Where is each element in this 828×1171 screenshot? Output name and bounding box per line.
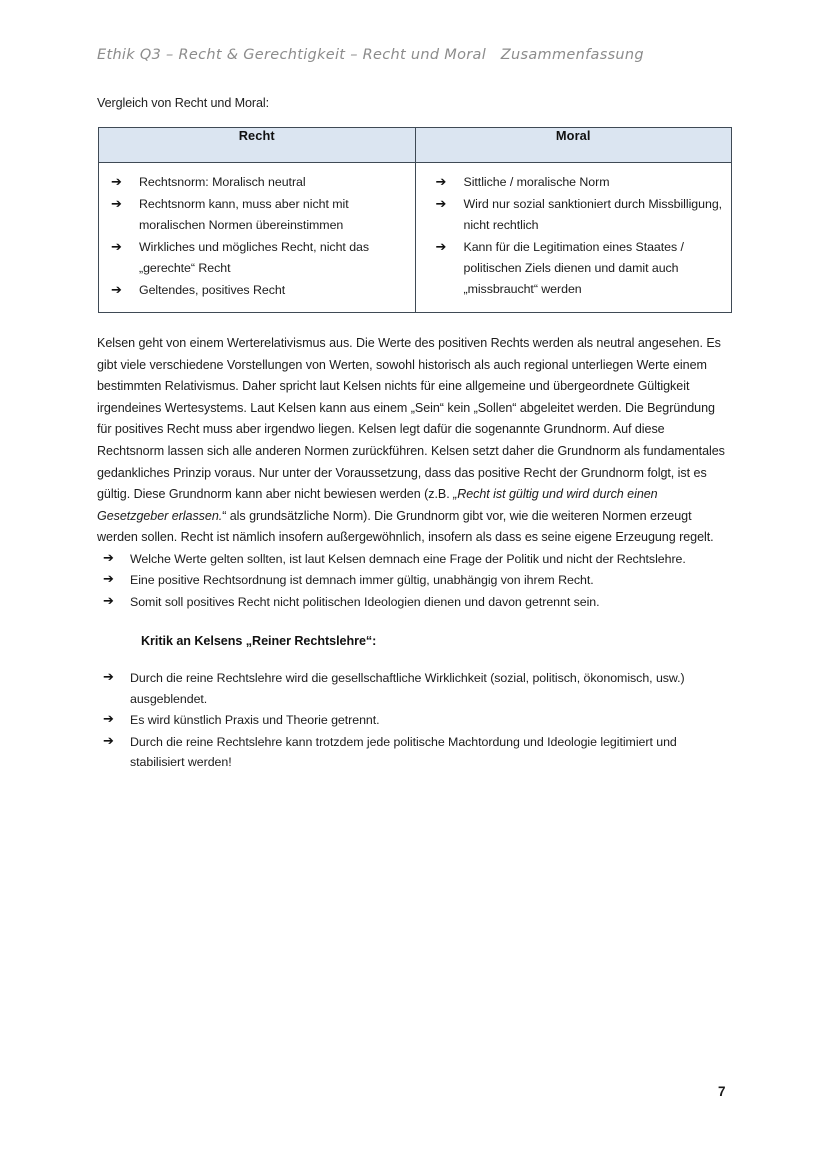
cell-recht: [99, 163, 416, 313]
list-item-text: Wirkliches und mögliches Recht, nicht das „gerechte“ Recht: [139, 240, 370, 275]
list-item-text: Durch die reine Rechtslehre kann trotzdem jede politische Machtordung und Ideologie legitimiert und stabilisiert werden!: [130, 734, 677, 770]
arrow-bullet-icon: ➔: [435, 175, 447, 190]
list-item: [109, 194, 407, 236]
list-item: [97, 549, 733, 570]
comparison-table: [98, 127, 732, 313]
arrow-bullet-icon: ➔: [111, 283, 122, 298]
paragraph-part-1: Kelsen geht von einem Werterelativismus aus. Die Werte des positiven Rechts werden als neutral angesehen. Es gibt viele verschiedene Vorstellungen von Werten, sowohl historisch als auch regional unterliegen Werte einem bestimmten Relativismus. Daher spricht laut Kelsen nichts für eine allgemeine und übergeordnete Gültigkeit irgendeines Wertesystems. Laut Kelsen kann aus einem „Sein“ kein „Sollen“ abgeleitet werden. Die Begründung für positives Recht muss aber irgendwo liegen. Kelsen legt dafür die sogenannte Grundnorm. Auf diese Rechtsnorm lassen sich alle anderen Normen zurückführen. Kelsen setzt daher die Grundnorm als fundamentales gedankliches Prinzip voraus. Nur unter der Voraussetzung, dass das positive Recht der Grundnorm folgt, ist es gültig. Diese Grundnorm kann aber nicht bewiesen werden (z.B.: [97, 336, 725, 502]
arrow-bullet-icon: ➔: [103, 670, 114, 686]
critique-heading: Kritik an Kelsens „Reiner Rechtslehre“:: [141, 634, 377, 649]
arrow-bullet-icon: ➔: [111, 175, 122, 190]
list-item: [97, 710, 733, 731]
arrow-bullet-icon: ➔: [435, 240, 447, 255]
conclusions-list: [97, 549, 733, 613]
list-item-text: Geltendes, positives Recht: [139, 283, 286, 297]
list-item-text: Rechtsnorm: Moralisch neutral: [139, 175, 306, 189]
list-item: [97, 592, 733, 613]
table-row: [99, 163, 732, 313]
column-header-recht: Recht: [99, 128, 416, 163]
kelsen-paragraph: [97, 333, 725, 549]
list-item: [109, 172, 407, 193]
arrow-bullet-icon: ➔: [111, 197, 122, 212]
recht-list: [109, 172, 407, 301]
list-item-text: Kann für die Legitimation eines Staates / politischen Ziels dienen und damit auch „missbraucht“ werden: [463, 240, 684, 296]
list-item: [97, 668, 733, 709]
arrow-bullet-icon: ➔: [103, 550, 114, 566]
list-item: [434, 194, 724, 236]
list-item: [109, 280, 407, 301]
arrow-bullet-icon: ➔: [103, 733, 114, 749]
table-header-row: [99, 128, 732, 163]
comparison-table-body: [99, 163, 732, 313]
page-number: 7: [718, 1084, 726, 1099]
moral-list: [434, 172, 724, 300]
list-item: [97, 732, 733, 773]
arrow-bullet-icon: ➔: [111, 240, 122, 255]
list-item: [434, 237, 724, 300]
list-item-text: Sittliche / moralische Norm: [463, 175, 610, 189]
section-intro-line: Vergleich von Recht und Moral:: [97, 96, 270, 110]
list-item: [109, 237, 407, 279]
arrow-bullet-icon: ➔: [103, 572, 114, 588]
list-item-text: Somit soll positives Recht nicht politischen Ideologien dienen und davon getrennt sein.: [130, 594, 600, 609]
list-item-text: Durch die reine Rechtslehre wird die gesellschaftliche Wirklichkeit (sozial, politisch, ökonomisch, usw.) ausgeblendet.: [130, 671, 685, 706]
running-header: Ethik Q3 – Recht & Gerechtigkeit – Recht und Moral Zusammenfassung: [97, 47, 644, 63]
arrow-bullet-icon: ➔: [103, 593, 114, 609]
arrow-bullet-icon: ➔: [103, 712, 114, 728]
list-item: [434, 172, 724, 193]
critique-list: [97, 668, 733, 773]
list-item-text: Es wird künstlich Praxis und Theorie getrennt.: [130, 713, 380, 728]
list-item-text: Rechtsnorm kann, muss aber nicht mit moralischen Normen übereinstimmen: [139, 197, 349, 232]
list-item: [97, 570, 733, 591]
column-header-moral: Moral: [415, 128, 732, 163]
list-item-text: Eine positive Rechtsordnung ist demnach immer gültig, unabhängig von ihrem Recht.: [130, 573, 594, 588]
comparison-table-head: [99, 128, 732, 163]
cell-moral: [415, 163, 732, 313]
arrow-bullet-icon: ➔: [435, 197, 447, 212]
list-item-text: Wird nur sozial sanktioniert durch Missbilligung, nicht rechtlich: [463, 197, 723, 232]
paragraph-italic-quote: „Recht ist gültig und wird durch einen Gesetzgeber erlassen.: [97, 487, 658, 523]
paragraph-part-2: “ als grundsätzliche Norm). Die Grundnorm gibt vor, wie die weiteren Normen erzeugt werden sollen. Recht ist nämlich insofern außergewöhnlich, insofern als dass es seine eigene Erzeugung regelt.: [97, 508, 714, 545]
document-content: [97, 96, 733, 774]
list-item-text: Welche Werte gelten sollten, ist laut Kelsen demnach eine Frage der Politik und nicht der Rechtslehre.: [130, 551, 686, 566]
